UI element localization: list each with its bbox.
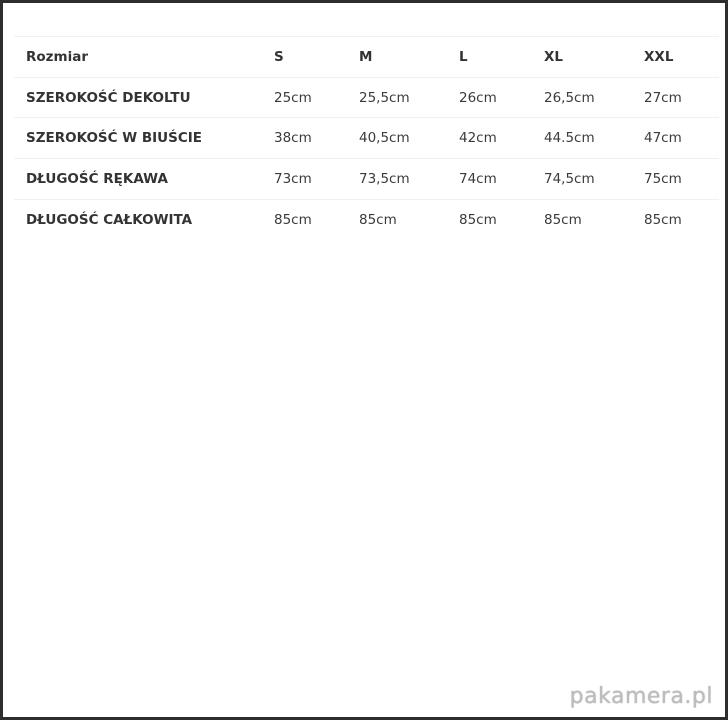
header-size-m: M <box>359 48 373 65</box>
table-cell: 27cm <box>644 89 682 106</box>
table-cell: 73cm <box>274 170 312 187</box>
table-cell: 38cm <box>274 130 312 147</box>
table-cell: 25,5cm <box>359 89 410 106</box>
header-size-xl: XL <box>544 48 564 65</box>
header-size-label: Rozmiar <box>26 48 88 65</box>
table-cell: 75cm <box>644 170 682 187</box>
table-cell: 42cm <box>459 130 497 147</box>
row-label-bust-width: SZEROKOŚĆ W BIUŚCIE <box>26 130 203 147</box>
table-cell: 40,5cm <box>359 130 410 147</box>
table-cell: 85cm <box>644 211 682 228</box>
table-cell: 44.5cm <box>544 130 595 147</box>
size-chart-table <box>14 36 719 240</box>
table-cell: 85cm <box>459 211 497 228</box>
table-row <box>14 159 719 200</box>
table-cell: 73,5cm <box>359 170 410 187</box>
table-cell: 74,5cm <box>544 170 595 187</box>
table-cell: 85cm <box>359 211 397 228</box>
table-cell: 26cm <box>459 89 497 106</box>
table-cell: 47cm <box>644 130 682 147</box>
pakamera-watermark: pakamera.pl <box>569 684 713 709</box>
row-label-total-length: DŁUGOŚĆ CAŁKOWITA <box>26 211 193 228</box>
table-row <box>14 118 719 159</box>
table-row <box>14 77 719 118</box>
row-label-neckline-width: SZEROKOŚĆ DEKOLTU <box>26 89 191 106</box>
header-size-l: L <box>459 48 468 65</box>
header-size-xxl: XXL <box>644 48 674 65</box>
table-cell: 74cm <box>459 170 497 187</box>
table-row <box>14 199 719 240</box>
row-label-sleeve-length: DŁUGOŚĆ RĘKAWA <box>26 170 168 187</box>
table-cell: 85cm <box>274 211 312 228</box>
table-cell: 26,5cm <box>544 89 595 106</box>
table-header-row <box>14 37 719 78</box>
header-size-s: S <box>274 48 284 65</box>
table-cell: 25cm <box>274 89 312 106</box>
table-cell: 85cm <box>544 211 582 228</box>
